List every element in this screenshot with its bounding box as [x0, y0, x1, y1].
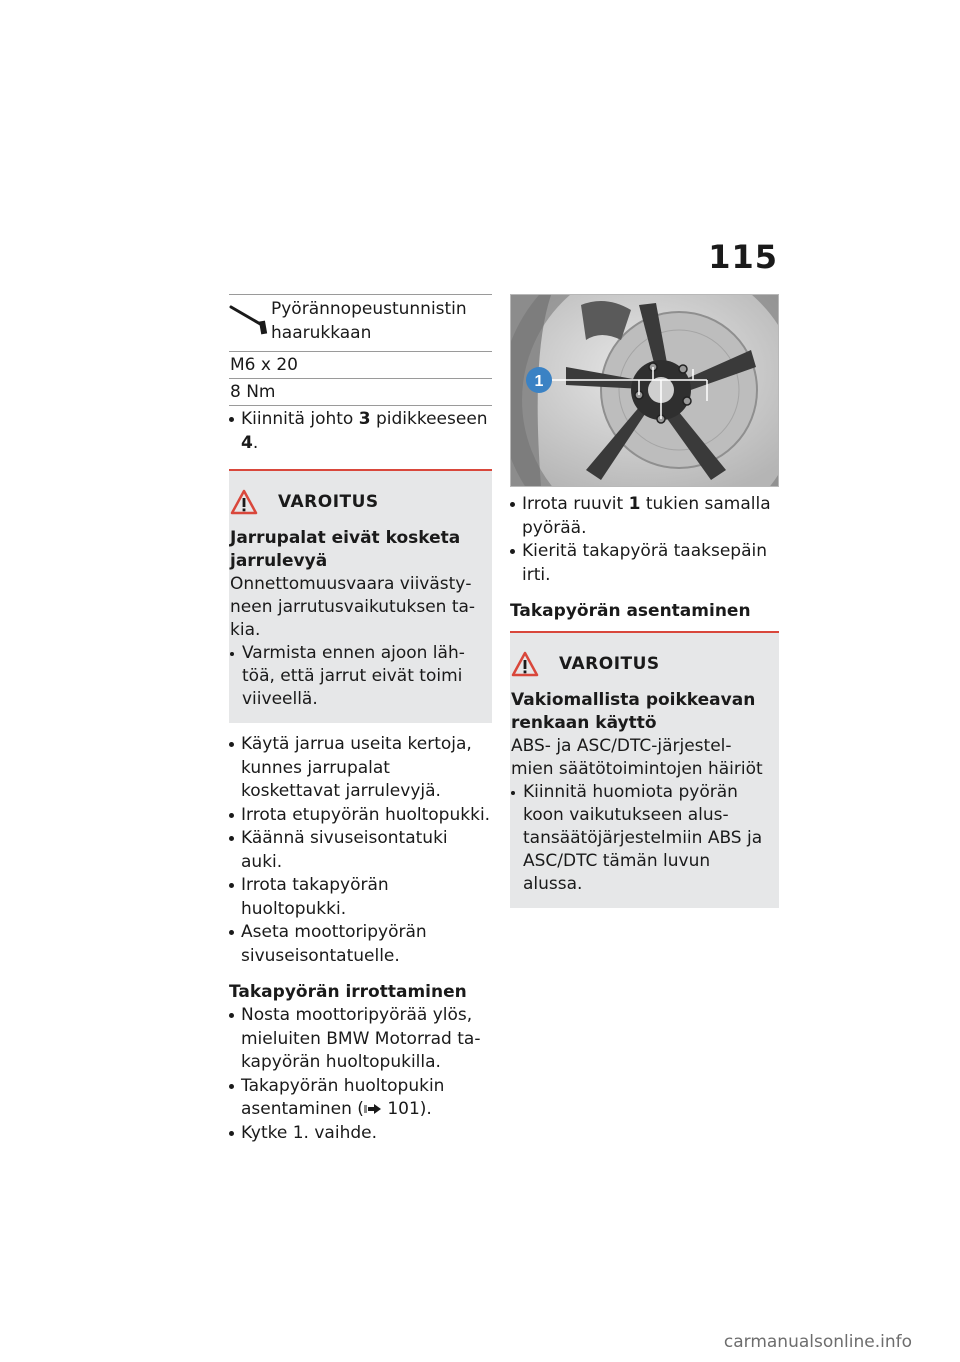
page-reference-arrow-icon	[364, 1103, 382, 1115]
step-list-item	[229, 733, 492, 804]
right-column	[510, 294, 779, 918]
torque-header-row	[229, 295, 492, 352]
step-text: ).	[419, 1099, 432, 1119]
step-list-item	[229, 1075, 492, 1122]
warning-bullet: Kiinnitä huomiota pyörän koon vaikutukseen alustansäätöjärjestelmiin ABS ja ASC/DTC tämän luvun alussa.	[511, 781, 767, 896]
rear-wheel-illustration	[511, 295, 778, 486]
torque-value: 8 Nm	[229, 379, 492, 406]
warning-text: Onnettomuusvaara viivästyneen jarrutusvaikutuksen takia.	[230, 574, 476, 640]
step-list-item	[229, 874, 492, 921]
section-heading-install: Takapyörän asentaminen	[510, 601, 751, 621]
step-list-item	[510, 493, 779, 540]
step-text: Kieritä takapyörä taaksepäin irti.	[522, 541, 768, 585]
step-text: tukien samalla pyörää.	[522, 494, 771, 538]
step-text: Irrota ruuvit	[522, 494, 629, 514]
step-text: Kiinnitä johto	[241, 409, 359, 429]
warning-subtitle: Vakiomallista poikkeavan renkaan käyttö	[511, 690, 756, 733]
rear-wheel-photo	[510, 294, 779, 487]
warning-box-brakes	[229, 469, 492, 723]
warning-box-tyre	[510, 631, 779, 908]
warning-header	[511, 651, 767, 677]
step-text: Irrota takapyörän huoltopukki.	[241, 875, 389, 919]
step-text: pidikkeeseen	[370, 409, 488, 429]
callout-number: 1	[534, 373, 544, 390]
warning-header	[230, 489, 480, 515]
step-text: Aseta moottoripyörän sivuseisontatuelle.	[241, 922, 427, 966]
torque-table	[229, 294, 492, 406]
step-text: Irrota etupyörän huoltopukki.	[241, 804, 491, 825]
warning-subtitle: Jarrupalat eivät kosketa jarrulevyä	[230, 528, 461, 571]
step-list-item	[229, 827, 492, 874]
step-attach-cable	[229, 408, 492, 455]
step-list-item	[510, 540, 779, 587]
step-list-item	[229, 1004, 492, 1075]
step-text: Nosta moottoripyörää ylös, mieluiten BMW Motorrad takapyörän huoltopukilla.	[241, 1005, 481, 1072]
warning-title: VAROITUS	[278, 492, 379, 512]
left-column	[229, 294, 492, 1145]
step-text: .	[252, 432, 259, 453]
callout-ref: 1	[628, 494, 641, 514]
section-heading-removal: Takapyörän irrottaminen	[229, 982, 467, 1002]
step-list-item	[229, 1122, 492, 1146]
step-text: Takapyörän huoltopukin asentaminen (	[241, 1075, 445, 1119]
warning-triangle-icon	[511, 651, 539, 677]
torque-title: Pyörännopeustunnistin haarukkaan	[271, 299, 467, 343]
step-text: Käännä sivuseisontatuki auki.	[241, 828, 448, 872]
step-text: Käytä jarrua useita kertoja, kunnes jarrupalat koskettavat jarrulevyjä.	[241, 734, 472, 801]
watermark: carmanualsonline.info	[723, 1332, 912, 1352]
callout-ref: 4	[241, 432, 253, 453]
warning-triangle-icon	[230, 489, 258, 515]
step-list-item	[229, 921, 492, 968]
torque-wrench-icon	[229, 297, 271, 337]
step-list-item	[229, 804, 492, 828]
page-reference-link[interactable]: 101	[387, 1099, 420, 1119]
warning-title: VAROITUS	[559, 654, 660, 674]
page-number: 115	[708, 238, 778, 276]
torque-size: M6 x 20	[229, 352, 492, 379]
callout-ref: 3	[358, 409, 371, 429]
warning-text: ABS- ja ASC/DTC-järjestelmien säätötoimintojen häiriöt	[511, 736, 763, 779]
warning-bullet: Varmista ennen ajoon lähtöä, että jarrut eivät toimi viiveellä.	[230, 642, 480, 711]
step-text: Kytke 1. vaihde.	[241, 1122, 377, 1143]
